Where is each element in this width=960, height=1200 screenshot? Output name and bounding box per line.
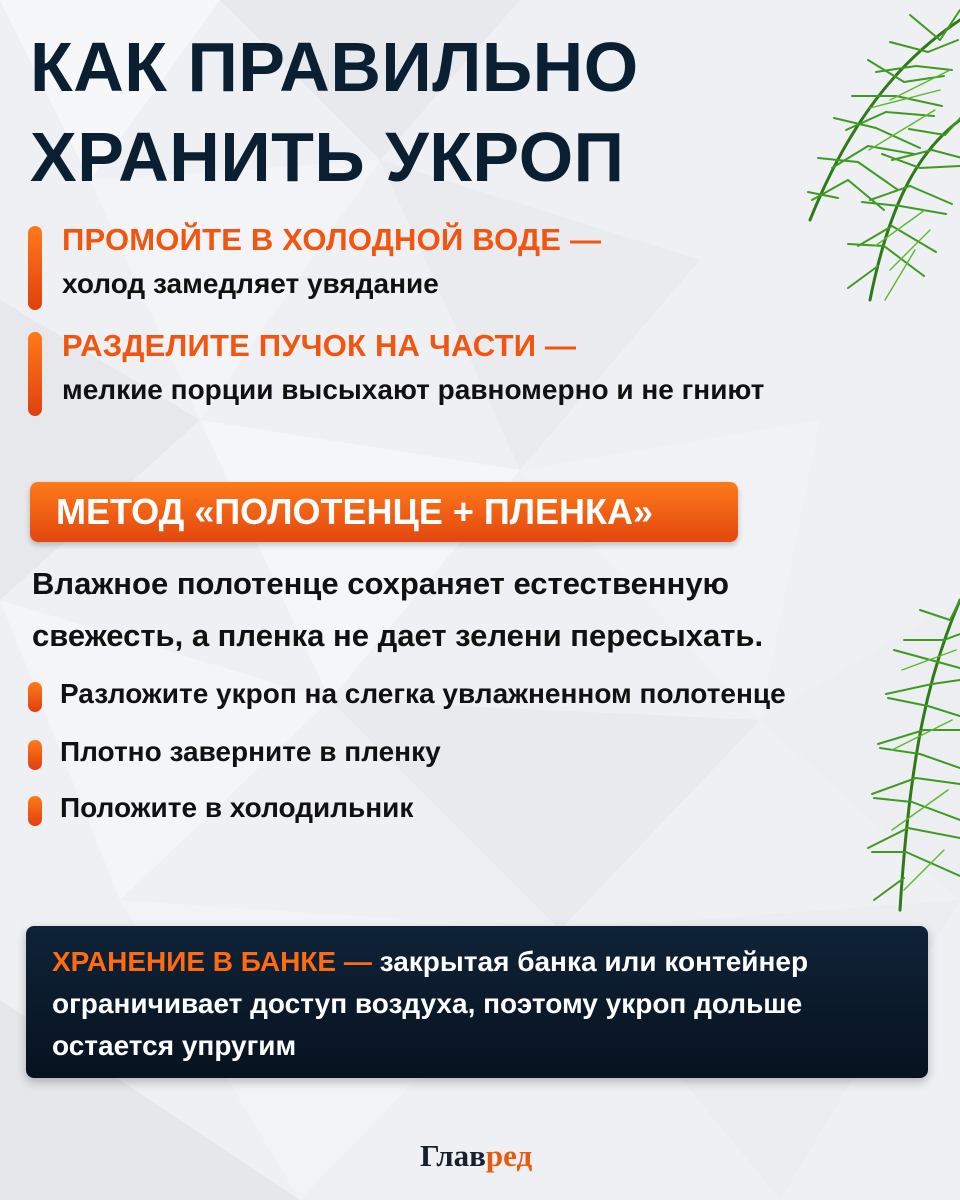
step-marker	[28, 796, 42, 826]
page-title	[30, 22, 639, 202]
title-line-1: КАК ПРАВИЛЬНО	[30, 28, 639, 106]
logo-part-2: ред	[485, 1138, 533, 1173]
tip-heading: ПРОМОЙТЕ В ХОЛОДНОЙ ВОДЕ —	[62, 222, 602, 257]
dill-sprig-top-illustration	[700, 0, 960, 320]
tip-marker	[28, 332, 42, 416]
step-marker	[28, 740, 42, 770]
title-line-2: ХРАНИТЬ УКРОП	[30, 118, 625, 196]
step-label: Разложите укроп на слегка увлажненном полотенце	[60, 678, 786, 709]
tip-text: холод замедляет увядание	[62, 268, 439, 299]
jar-storage-box	[26, 926, 928, 1078]
step-label: Положите в холодильник	[60, 792, 414, 823]
jar-text: закрытая банка или контейнер ограничивает доступ воздуха, поэтому укроп дольше остается упругим	[52, 946, 809, 1061]
method-description: Влажное полотенце сохраняет естественную свежесть, а пленка не дает зелени пересыхать.	[32, 566, 764, 653]
tip-heading: РАЗДЕЛИТЕ ПУЧОК НА ЧАСТИ —	[62, 328, 577, 363]
glavred-logo	[420, 1138, 532, 1174]
step-marker	[28, 682, 42, 712]
method-heading-badge: МЕТОД «ПОЛОТЕНЦЕ + ПЛЕНКА»	[30, 482, 738, 542]
step-label: Плотно заверните в пленку	[60, 736, 441, 767]
jar-heading: ХРАНЕНИЕ В БАНКЕ —	[52, 946, 372, 977]
tip-marker	[28, 226, 42, 310]
logo-part-1: Глав	[420, 1138, 486, 1173]
tip-text: мелкие порции высыхают равномерно и не гниют	[62, 374, 765, 405]
